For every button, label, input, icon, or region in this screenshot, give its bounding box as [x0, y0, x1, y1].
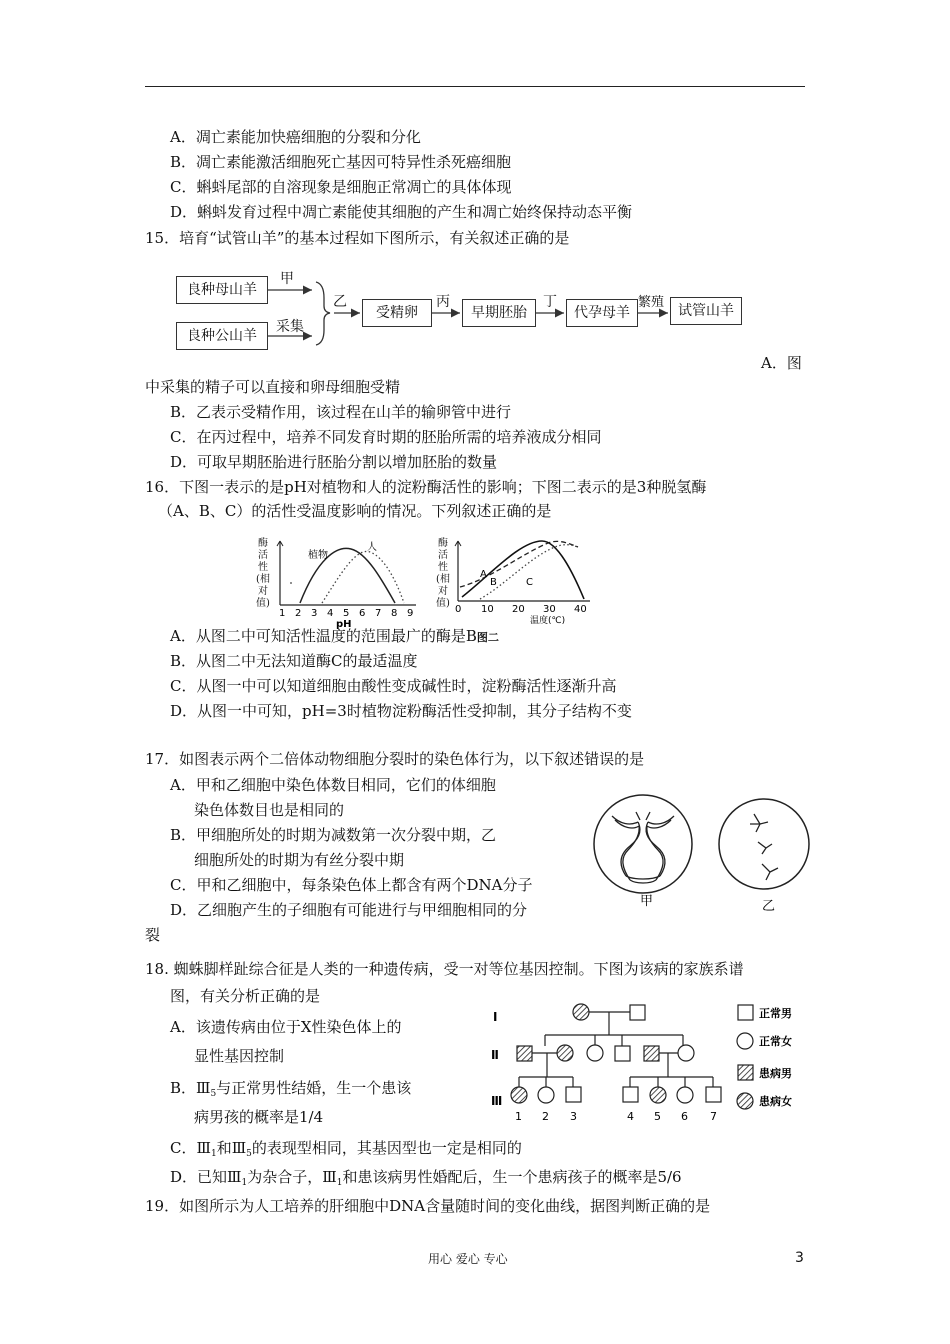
box-early-embryo: 早期胚胎 — [462, 299, 536, 327]
fig1-ylabel-2: 性 — [258, 562, 268, 573]
pedigree-iii5 — [650, 1087, 666, 1103]
fig2-xtick-20: 20 — [512, 604, 525, 615]
fig1-xtick-2: 2 — [295, 608, 302, 619]
fig2-ylabel-4: 对 — [438, 586, 448, 597]
q18-d-pre: D．已知Ⅲ — [170, 1168, 242, 1186]
q18-d-mid: 为杂合子，Ⅲ — [247, 1168, 337, 1186]
q19-stem: 19．如图所示为人工培养的肝细胞中DNA含量随时间的变化曲线，据图判断正确的是 — [145, 1197, 711, 1215]
q18-pedigree — [485, 995, 815, 1125]
q18-option-a-line2: 显性基因控制 — [194, 1047, 285, 1065]
iii-num-3: 3 — [570, 1110, 577, 1123]
pedigree-iii4 — [623, 1087, 638, 1102]
fig2-ylabel-1: 活 — [438, 550, 448, 561]
q17-cells-figure — [590, 790, 820, 940]
legend-affected-female-icon — [737, 1093, 753, 1109]
q18-stem-line1: 18. 蜘蛛脚样趾综合征是人类的一种遗传病，受一对等位基因控制。下图为该病的家族系谱 — [145, 960, 744, 978]
pedigree-iii1 — [511, 1087, 527, 1103]
q17-option-d-line2: 裂 — [145, 926, 161, 944]
fig1-xtick-6: 6 — [359, 608, 366, 619]
box-surrogate: 代孕母羊 — [566, 299, 638, 327]
pedigree-iii7 — [706, 1087, 721, 1102]
page-number: 3 — [795, 1250, 804, 1266]
pedigree-ii5 — [644, 1046, 659, 1061]
q18-d-post: 和患该病男性婚配后，生一个患病孩子的概率是5/6 — [342, 1168, 682, 1186]
cell-jia-label: 甲 — [640, 894, 654, 909]
fig1-ylabel — [254, 538, 272, 610]
pedigree-iii2 — [538, 1087, 554, 1103]
q15-option-d: D．可取早期胚胎进行胚胎分割以增加胚胎的数量 — [170, 453, 498, 471]
label-yi: 乙 — [333, 294, 347, 310]
q16-option-a-text: A．从图二中可知活性温度的范围最广的酶是B — [170, 627, 477, 645]
fig2-xtick-10: 10 — [481, 604, 494, 615]
legend-normal-male: 正常男 — [759, 1007, 792, 1020]
q17-option-b-line2: 细胞所处的时期为有丝分裂中期 — [194, 851, 405, 869]
label-caiji: 采集 — [276, 319, 304, 335]
pedigree-ii3 — [587, 1045, 603, 1061]
fig2-xtick-30: 30 — [543, 604, 556, 615]
q18-c-sub1: 1 — [210, 1149, 217, 1159]
fig1-xtick-3: 3 — [311, 608, 318, 619]
fig1-xtick-7: 7 — [375, 608, 382, 619]
q16-option-a-tag: 图二 — [476, 631, 499, 644]
legend-affected-male-icon — [738, 1065, 753, 1080]
fig2-xtick-40: 40 — [574, 604, 587, 615]
box-test-tube-goat: 试管山羊 — [670, 297, 742, 325]
q18-b-post: 与正常男性结婚，生一个患该 — [216, 1079, 412, 1097]
fig2-label-b: B — [490, 577, 497, 588]
q14-option-a: A．凋亡素能加快癌细胞的分裂和分化 — [170, 128, 421, 146]
pedigree-ii6 — [678, 1045, 694, 1061]
q18-b-pre: B．Ⅲ — [170, 1079, 211, 1097]
fig1-ylabel-4: 对 — [258, 586, 268, 597]
curve-human — [322, 551, 404, 603]
fig1-xtick-8: 8 — [391, 608, 398, 619]
q17-option-a-line1: A．甲和乙细胞中染色体数目相同，它们的体细胞 — [170, 776, 496, 794]
q14-option-c: C．蝌蚪尾部的自溶现象是细胞正常凋亡的具体体现 — [170, 178, 512, 196]
q15-option-b: B．乙表示受精作用，该过程在山羊的输卵管中进行 — [170, 403, 512, 421]
iii-num-1: 1 — [515, 1110, 522, 1123]
cell-jia-chromosomes — [612, 812, 674, 883]
q18-c-mid: 和Ⅲ — [216, 1139, 247, 1157]
footer-text: 用心 爱心 专心 — [428, 1252, 508, 1266]
q17-option-b-line1: B．甲细胞所处的时期为减数第一次分裂中期，乙 — [170, 826, 497, 844]
q17-stem: 17．如图表示两个二倍体动物细胞分裂时的染色体行为，以下叙述错误的是 — [145, 750, 645, 768]
q18-stem-line2: 图，有关分析正确的是 — [170, 987, 321, 1005]
fig2-plot — [450, 535, 600, 630]
cell-yi — [719, 799, 809, 889]
cell-yi-chromosomes — [750, 814, 778, 880]
q14-option-d: D．蝌蚪发育过程中凋亡素能使其细胞的产生和凋亡始终保持动态平衡 — [170, 203, 633, 221]
iii-num-5: 5 — [654, 1110, 661, 1123]
pedigree-iii6 — [677, 1087, 693, 1103]
fig2-ylabel-2: 性 — [438, 562, 448, 573]
q18-option-b-line1 — [170, 1077, 411, 1098]
gen-label-3: Ⅲ — [491, 1094, 503, 1108]
box-male-goat: 良种公山羊 — [176, 322, 268, 350]
iii-num-7: 7 — [710, 1110, 717, 1123]
q16-stem-line1: 16．下图一表示的是pH对植物和人的淀粉酶活性的影响；下图二表示的是3种脱氢酶 — [145, 478, 707, 496]
q18-option-c — [170, 1137, 522, 1158]
fig1-xtick-9: 9 — [407, 608, 414, 619]
q18-b-sub: 5 — [210, 1089, 217, 1099]
q15-option-a-part1: A．图 — [761, 354, 802, 372]
box-female-goat: 良种母山羊 — [176, 276, 268, 304]
q14-option-b: B．凋亡素能激活细胞死亡基因可特异性杀死癌细胞 — [170, 153, 512, 171]
iii-num-6: 6 — [681, 1110, 688, 1123]
pedigree-ii4 — [615, 1046, 630, 1061]
label-fanzhi: 繁殖 — [638, 295, 665, 310]
fig2-ylabel-5: 值) — [436, 598, 450, 609]
pedigree-ii1 — [517, 1046, 532, 1061]
fig1-label-human: 人 — [367, 542, 377, 553]
fig2-xlabel: 温度(℃) — [530, 616, 566, 626]
q18-c-sub2: 5 — [246, 1149, 252, 1159]
q18-c-post: 的表现型相同，其基因型也一定是相同的 — [251, 1139, 522, 1157]
fig1-plot — [272, 535, 422, 630]
q16-option-d: D．从图一中可知，pH=3时植物淀粉酶活性受抑制，其分子结构不变 — [170, 702, 632, 720]
fig2-xtick-0: 0 — [455, 604, 462, 615]
fig1-xlabel: pH — [336, 619, 352, 630]
pedigree-ii2 — [557, 1045, 573, 1061]
box-fertilized-egg: 受精卵 — [362, 299, 432, 327]
legend-affected-male: 患病男 — [759, 1067, 792, 1080]
label-jia: 甲 — [280, 271, 294, 287]
fig1-xtick-1: 1 — [279, 608, 286, 619]
fig1-ylabel-5: 值) — [256, 598, 270, 609]
q15-stem: 15．培育“试管山羊”的基本过程如下图所示，有关叙述正确的是 — [145, 229, 570, 247]
fig1-xtick-5: 5 — [343, 608, 350, 619]
fig1-label-plant: 植物 — [308, 550, 328, 561]
q18-d-sub1: 1 — [241, 1178, 248, 1188]
q16-option-a — [170, 625, 499, 646]
q16-stem-line2: （A、B、C）的活性受温度影响的情况。下列叙述正确的是 — [158, 502, 552, 520]
legend-normal-male-icon — [738, 1005, 753, 1020]
pedigree-iii3 — [566, 1087, 581, 1102]
fig1-xtick-4: 4 — [327, 608, 334, 619]
label-ding: 丁 — [543, 294, 557, 310]
gen-label-2: Ⅱ — [491, 1048, 499, 1062]
q16-option-c: C．从图一中可以知道细胞由酸性变成碱性时，淀粉酶活性逐渐升高 — [170, 677, 617, 695]
q15-option-a-part2: 中采集的精子可以直接和卵母细胞受精 — [145, 378, 401, 396]
q18-option-a-line1: A．该遗传病由位于X性染色体上的 — [170, 1018, 402, 1036]
q15-option-c: C．在丙过程中，培养不同发育时期的胚胎所需的培养液成分相同 — [170, 428, 602, 446]
cell-jia — [594, 795, 692, 893]
pedigree-i1 — [573, 1004, 589, 1020]
q18-d-sub2: 1 — [336, 1178, 343, 1188]
q18-c-pre: C．Ⅲ — [170, 1139, 211, 1157]
fig2-ylabel-0: 酶 — [438, 538, 448, 549]
curve-enzyme-c — [480, 545, 578, 599]
fig2-ylabel-3: (相 — [436, 574, 450, 585]
legend-normal-female-icon — [737, 1033, 753, 1049]
gen-label-1: Ⅰ — [493, 1010, 498, 1024]
fig2-label-c: C — [526, 577, 533, 588]
q17-option-a-line2: 染色体数目也是相同的 — [194, 801, 345, 819]
q17-option-c: C．甲和乙细胞中，每条染色体上都含有两个DNA分子 — [170, 876, 533, 894]
iii-num-2: 2 — [542, 1110, 549, 1123]
curve-enzyme-a — [460, 541, 578, 587]
fig1-ylabel-1: 活 — [258, 550, 268, 561]
label-bing: 丙 — [436, 294, 450, 310]
q16-option-b: B．从图二中无法知道酶C的最适温度 — [170, 652, 418, 670]
q18-option-b-line2: 病男孩的概率是1/4 — [194, 1108, 324, 1126]
legend-normal-female: 正常女 — [759, 1035, 792, 1048]
pedigree-i2 — [630, 1005, 645, 1020]
q18-option-d — [170, 1166, 682, 1187]
legend-affected-female: 患病女 — [759, 1095, 792, 1108]
fig2-label-a: A — [480, 569, 487, 580]
cell-yi-label: 乙 — [762, 899, 776, 914]
fig1-ylabel-0: 酶 — [258, 538, 268, 549]
fig1-ylabel-3: (相 — [256, 574, 270, 585]
iii-num-4: 4 — [627, 1110, 634, 1123]
q17-option-d-line1: D．乙细胞产生的子细胞有可能进行与甲细胞相同的分 — [170, 901, 528, 919]
